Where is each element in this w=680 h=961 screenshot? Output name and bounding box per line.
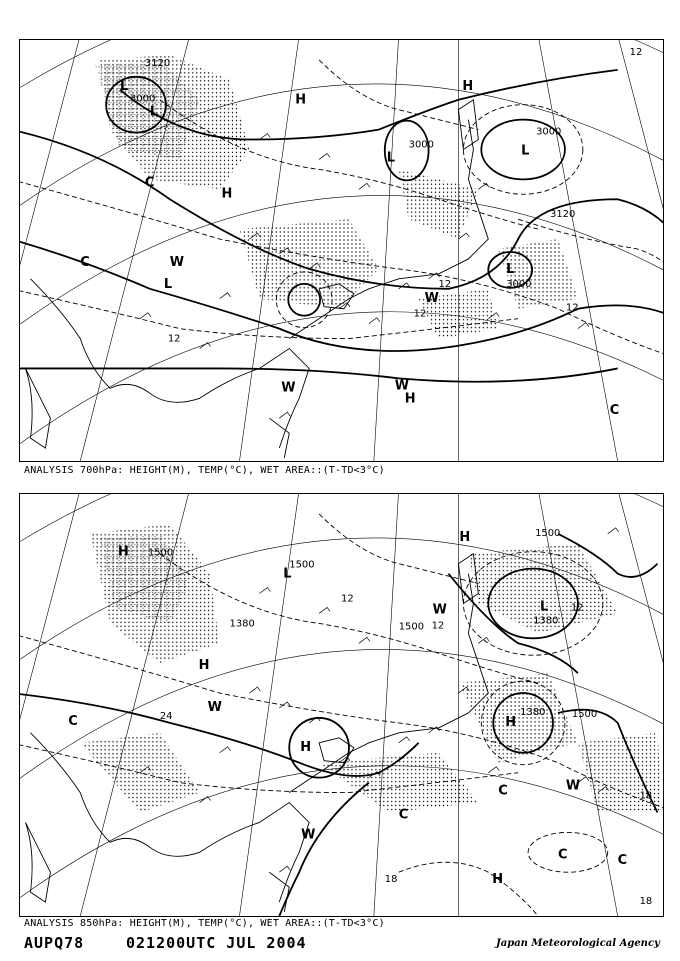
contour-label: 1500 — [147, 547, 174, 559]
warm-symbol: W — [565, 778, 581, 794]
high-symbol: H — [492, 872, 504, 888]
low-symbol: L — [521, 143, 530, 159]
contour-label: 12 — [431, 620, 445, 632]
contour-label: 12 — [565, 302, 579, 314]
cold-symbol: C — [609, 403, 620, 419]
warm-symbol: W — [424, 290, 439, 306]
high-symbol: H — [295, 92, 307, 108]
contour-label: 12 — [438, 278, 452, 290]
contour-label: 1500 — [571, 708, 598, 720]
chart-id: AUPQ78 — [24, 934, 85, 952]
map-850hpa-svg — [20, 494, 663, 916]
contour-label: 1380 — [520, 706, 546, 718]
warm-symbol: W — [169, 254, 185, 270]
low-symbol: L — [506, 261, 515, 277]
map-700hpa-svg — [20, 40, 663, 461]
low-symbol: L — [163, 276, 173, 292]
high-symbol: H — [404, 391, 416, 407]
contour-label: 1500 — [535, 527, 561, 539]
contour-label: 12 — [629, 46, 643, 58]
contour-label: 18 — [384, 874, 398, 886]
low-symbol: L — [540, 599, 549, 615]
contour-label: 3000 — [130, 93, 156, 105]
high-symbol: H — [118, 544, 129, 560]
high-symbol: H — [459, 529, 471, 545]
high-symbol: H — [505, 714, 517, 730]
contour-label: 24 — [159, 710, 173, 722]
caption-850hpa: ANALYSIS 850hPa: HEIGHT(M), TEMP(°C), WET AREA::(T-TD<3°C) — [24, 918, 385, 929]
high-symbol: H — [300, 739, 312, 755]
contour-label: 3000 — [408, 139, 434, 151]
contour-label: 1380 — [533, 615, 559, 627]
cold-symbol: C — [398, 807, 409, 823]
contour-label: 12 — [167, 333, 181, 345]
low-symbol: L — [283, 566, 292, 582]
cold-symbol: C — [68, 713, 78, 729]
caption-700hpa: ANALYSIS 700hPa: HEIGHT(M), TEMP(°C), WET AREA::(T-TD<3°C) — [24, 465, 385, 476]
warm-symbol: W — [301, 827, 316, 843]
contour-label: 12 — [570, 602, 584, 614]
warm-symbol: W — [207, 699, 222, 715]
cold-symbol: C — [144, 175, 155, 191]
contour-label: 18 — [639, 896, 653, 908]
warm-symbol: W — [432, 602, 447, 618]
contour-label: 1380 — [229, 618, 255, 630]
high-symbol: H — [221, 186, 233, 202]
warm-symbol: W — [394, 378, 410, 394]
contour-label: 1500 — [398, 621, 425, 633]
high-symbol: H — [462, 78, 474, 94]
high-symbol: H — [198, 658, 210, 674]
agency-credit: Japan Meteorological Agency — [496, 938, 660, 949]
contour-label: 3120 — [144, 57, 171, 69]
low-symbol: L — [386, 150, 396, 166]
contour-label: 3000 — [506, 278, 532, 290]
contour-label: 1500 — [289, 559, 315, 571]
cold-symbol: C — [498, 783, 508, 799]
low-symbol: L — [120, 78, 129, 94]
contour-label: 18 — [639, 790, 653, 802]
cold-symbol: C — [80, 254, 90, 270]
cold-symbol: C — [557, 847, 568, 863]
analysis-700hpa-map — [19, 39, 664, 462]
contour-label: 12 — [341, 593, 354, 605]
contour-label: 12 — [413, 308, 427, 320]
analysis-850hpa-map — [19, 493, 664, 917]
valid-time: 021200UTC JUL 2004 — [126, 934, 307, 952]
cold-symbol: C — [617, 853, 628, 869]
contour-label: 3120 — [550, 209, 576, 221]
warm-symbol: W — [281, 380, 296, 396]
contour-label: 3000 — [536, 126, 562, 138]
low-symbol: L — [149, 104, 159, 120]
